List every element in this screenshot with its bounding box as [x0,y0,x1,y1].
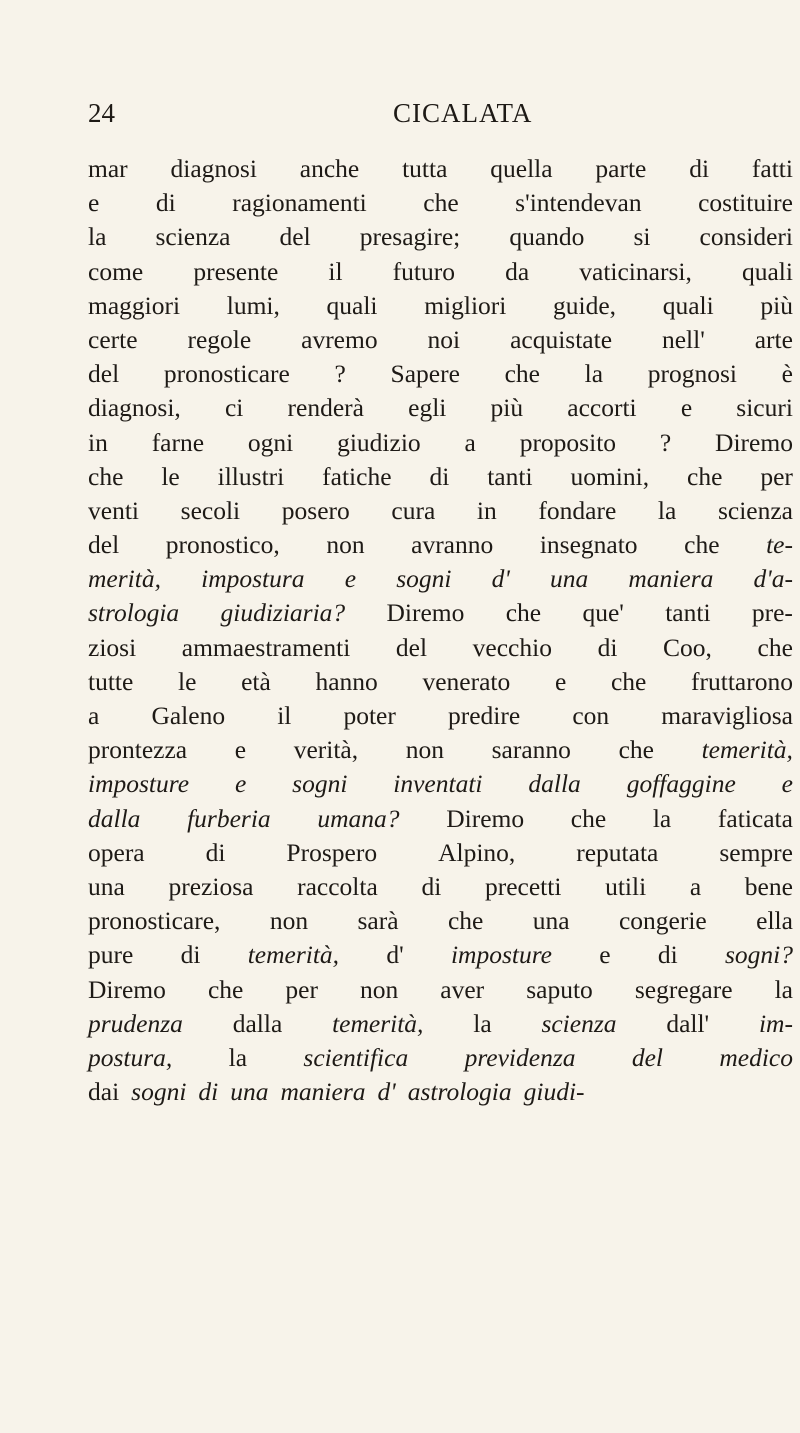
word: acquistate [510,324,613,354]
word: Diremo [715,427,793,457]
word: verità, [293,735,359,765]
word: maravigliosa [661,701,793,730]
word: Prospero [286,837,378,867]
word: e [344,564,357,594]
word: che [610,666,647,696]
word: come [88,256,144,286]
word: hanno [315,666,378,696]
word: fruttarono [691,666,793,696]
word: in [88,427,108,457]
word: d' [377,1077,396,1107]
word: di [657,940,678,970]
word: e [680,393,693,423]
word: d' [491,564,510,594]
word: sarà [357,906,399,936]
word: di [429,461,450,491]
word: congerie [618,906,707,936]
word: quella [490,154,553,183]
word: che [423,188,459,218]
word: pronostico, [165,530,280,560]
word: tutta [402,154,448,183]
word: che [687,461,723,491]
word: guide, [553,290,617,320]
word: vecchio [472,632,552,662]
word: saranno [491,735,571,765]
word: e [554,666,567,696]
word: farne [151,427,205,457]
word: insegnato [539,530,638,560]
word: previdenza [464,1042,576,1072]
word: inventati [393,769,483,799]
word: postura, [88,1042,173,1072]
text-line [88,323,793,357]
word: non [269,906,309,936]
word: di [597,632,618,662]
word: anche [299,154,360,183]
word: che [88,461,124,491]
word: temerità, [247,940,340,970]
word: segregare [634,974,733,1004]
page-number: 24 [88,98,115,128]
word: egli [408,393,447,423]
word: renderà [287,393,364,423]
text-line [88,1007,793,1041]
word: che [505,598,542,628]
word: furberia [187,803,271,833]
word: le [161,461,180,491]
word: di [180,940,201,970]
word: futuro [392,256,455,286]
word: di [689,154,710,183]
word: e [599,940,611,970]
word: temerità, [332,1008,424,1038]
text-line [88,699,793,733]
word: la [657,495,677,525]
word: di [155,188,176,218]
text-line [88,255,793,289]
word: giudi- [523,1077,585,1107]
word: preziosa [168,871,254,901]
word: goffaggine [626,769,736,799]
word: che [504,359,540,389]
text-line [88,289,793,323]
word: e [781,769,793,799]
word: astrologia [407,1077,512,1107]
text-line [88,767,793,801]
word: lumi, [226,290,280,320]
word: proposito [519,427,617,457]
word: una [88,871,125,901]
word: e [234,735,247,765]
text-line [88,836,793,870]
word: di [198,1077,219,1107]
word: per [760,461,793,491]
word: presagire; [359,222,461,252]
running-head: CICALATA [393,98,533,128]
word: la [88,222,107,252]
word: pure [88,940,134,970]
text-line [88,562,793,596]
text-line [88,357,793,391]
word: di [205,837,226,867]
word: fondare [538,495,617,525]
word: quali [741,256,793,286]
word: Galeno [151,701,226,730]
word: presente [193,256,279,286]
word: ? [659,427,672,457]
word: costituire [698,188,793,218]
word: umana? [317,803,400,833]
page-header [88,98,788,138]
word: nell' [661,324,705,354]
word: consideri [699,222,793,252]
word: imposture [450,940,552,970]
word: sogni [292,769,348,799]
word: giudizio [337,427,421,457]
word: poter [343,701,396,730]
word: a [689,871,702,901]
word: la [228,1042,248,1072]
word: prontezza [88,735,188,765]
word: il [328,256,343,286]
word: parte [595,154,647,183]
word: posero [281,495,350,525]
word: fatti [751,154,793,183]
word: ella [756,906,793,936]
word: cura [391,495,436,525]
word: ci [224,393,244,423]
word: che [757,632,793,662]
word: diagnosi, [88,393,181,423]
word: d' [386,940,404,970]
word: medico [719,1042,793,1072]
word: avremo [301,324,378,354]
word: dall' [666,1008,710,1038]
word: utili [605,871,647,901]
text-line [88,220,793,254]
word: venerato [422,666,511,696]
word: che [570,803,607,833]
word: fatiche [322,461,392,491]
word: predire [447,701,521,730]
text-line [88,938,793,972]
word: temerità, [701,735,793,765]
word: scientifica [303,1042,409,1072]
word: Diremo [88,974,166,1004]
word: accorti [567,393,637,423]
text-line [88,973,793,1007]
word: saputo [526,974,593,1004]
text-line [88,904,793,938]
word: strologia [88,598,180,628]
word: quali [326,290,378,320]
word: venti [88,495,139,525]
word: Diremo [386,598,465,628]
word: ammaestramenti [181,632,351,662]
word: ziosi [88,632,137,662]
word: dalla [232,1008,283,1038]
word: e [88,188,100,218]
word: del [88,359,120,389]
word: più [760,290,793,320]
word: s'intendevan [515,188,642,218]
word: a [464,427,476,457]
word: la [774,974,793,1004]
word: Diremo [446,803,525,833]
word: che [207,974,244,1004]
word: del [88,530,120,560]
word: noi [427,324,461,354]
word: a [88,701,100,730]
word: che [447,906,484,936]
word: maniera [628,564,714,594]
word: per [285,974,318,1004]
text-line [88,733,793,767]
body-text [88,152,793,1109]
text-line [88,1041,793,1075]
word: tanti [665,598,711,628]
word: una [532,906,570,936]
word: quando [509,222,585,252]
text-line [88,460,793,494]
word: Alpino, [438,837,516,867]
text-line [88,596,793,630]
word: non [405,735,444,765]
text-line [88,665,793,699]
word: età [241,666,271,696]
word: opera [88,837,145,867]
word: scienza [155,222,231,252]
word: sicuri [736,393,793,423]
word: dalla [528,769,581,799]
word: sogni [396,564,452,594]
word: maggiori [88,290,181,320]
word: bene [744,871,793,901]
word: que' [582,598,624,628]
word: regole [187,324,252,354]
word: maniera [280,1077,366,1107]
word: merità, [88,564,161,594]
word: la [584,359,604,389]
word: che [684,530,720,560]
text-line [88,631,793,665]
word: non [360,974,399,1004]
word: del [631,1042,664,1072]
word: reputata [576,837,659,867]
word: vaticinarsi, [579,256,692,286]
text-line [88,528,793,562]
word: tutte [88,666,134,696]
word: sogni [131,1077,187,1107]
word: mar [88,154,128,183]
text-line [88,152,793,186]
word: ? [334,359,346,389]
word: certe [88,324,138,354]
word: faticata [717,803,793,833]
text-line [88,186,793,220]
word: prognosi [647,359,737,389]
text-line [88,494,793,528]
word: che [618,735,654,765]
word: del [395,632,428,662]
word: migliori [424,290,507,320]
word: imposture [88,769,190,799]
word: arte [754,324,793,354]
word: pronosticare, [88,906,221,936]
word: Sapere [390,359,460,389]
word: pronosticare [163,359,290,389]
word: del [279,222,311,252]
text-line [88,391,793,425]
word: dai [88,1077,120,1107]
text-line [88,426,793,460]
word: avranno [411,530,494,560]
word: scienza [541,1008,617,1038]
word: una [549,564,589,594]
word: illustri [217,461,285,491]
word: da [505,256,530,286]
word: aver [440,974,485,1004]
word: ragionamenti [232,188,367,218]
word: Coo, [663,632,712,662]
word: dalla [88,803,141,833]
word: precetti [484,871,562,901]
word: la [473,1008,492,1038]
word: le [178,666,197,696]
word: d'a- [753,564,793,594]
word: con [572,701,610,730]
text-line [88,802,793,836]
word: è [781,359,793,389]
word: tanti [487,461,533,491]
text-line [88,870,793,904]
word: te- [766,530,793,560]
word: sempre [719,837,793,867]
word: in [476,495,497,525]
word: prudenza [88,1008,183,1038]
word: diagnosi [170,154,257,183]
word: e [234,769,247,799]
word: il [277,701,292,730]
word: si [633,222,651,252]
word: impostura [201,564,305,594]
word: raccolta [297,871,378,901]
word: uomini, [570,461,650,491]
word: scienza [717,495,793,525]
text-line [88,1075,793,1109]
word: quali [662,290,714,320]
word: sogni? [724,940,793,970]
word: non [326,530,365,560]
word: pre- [751,598,793,628]
word: una [230,1077,269,1107]
word: più [490,393,524,423]
word: la [652,803,672,833]
word: im- [758,1008,793,1038]
word: ogni [247,427,294,457]
word: di [421,871,442,901]
word: secoli [180,495,241,525]
word: giudiziaria? [220,598,346,628]
